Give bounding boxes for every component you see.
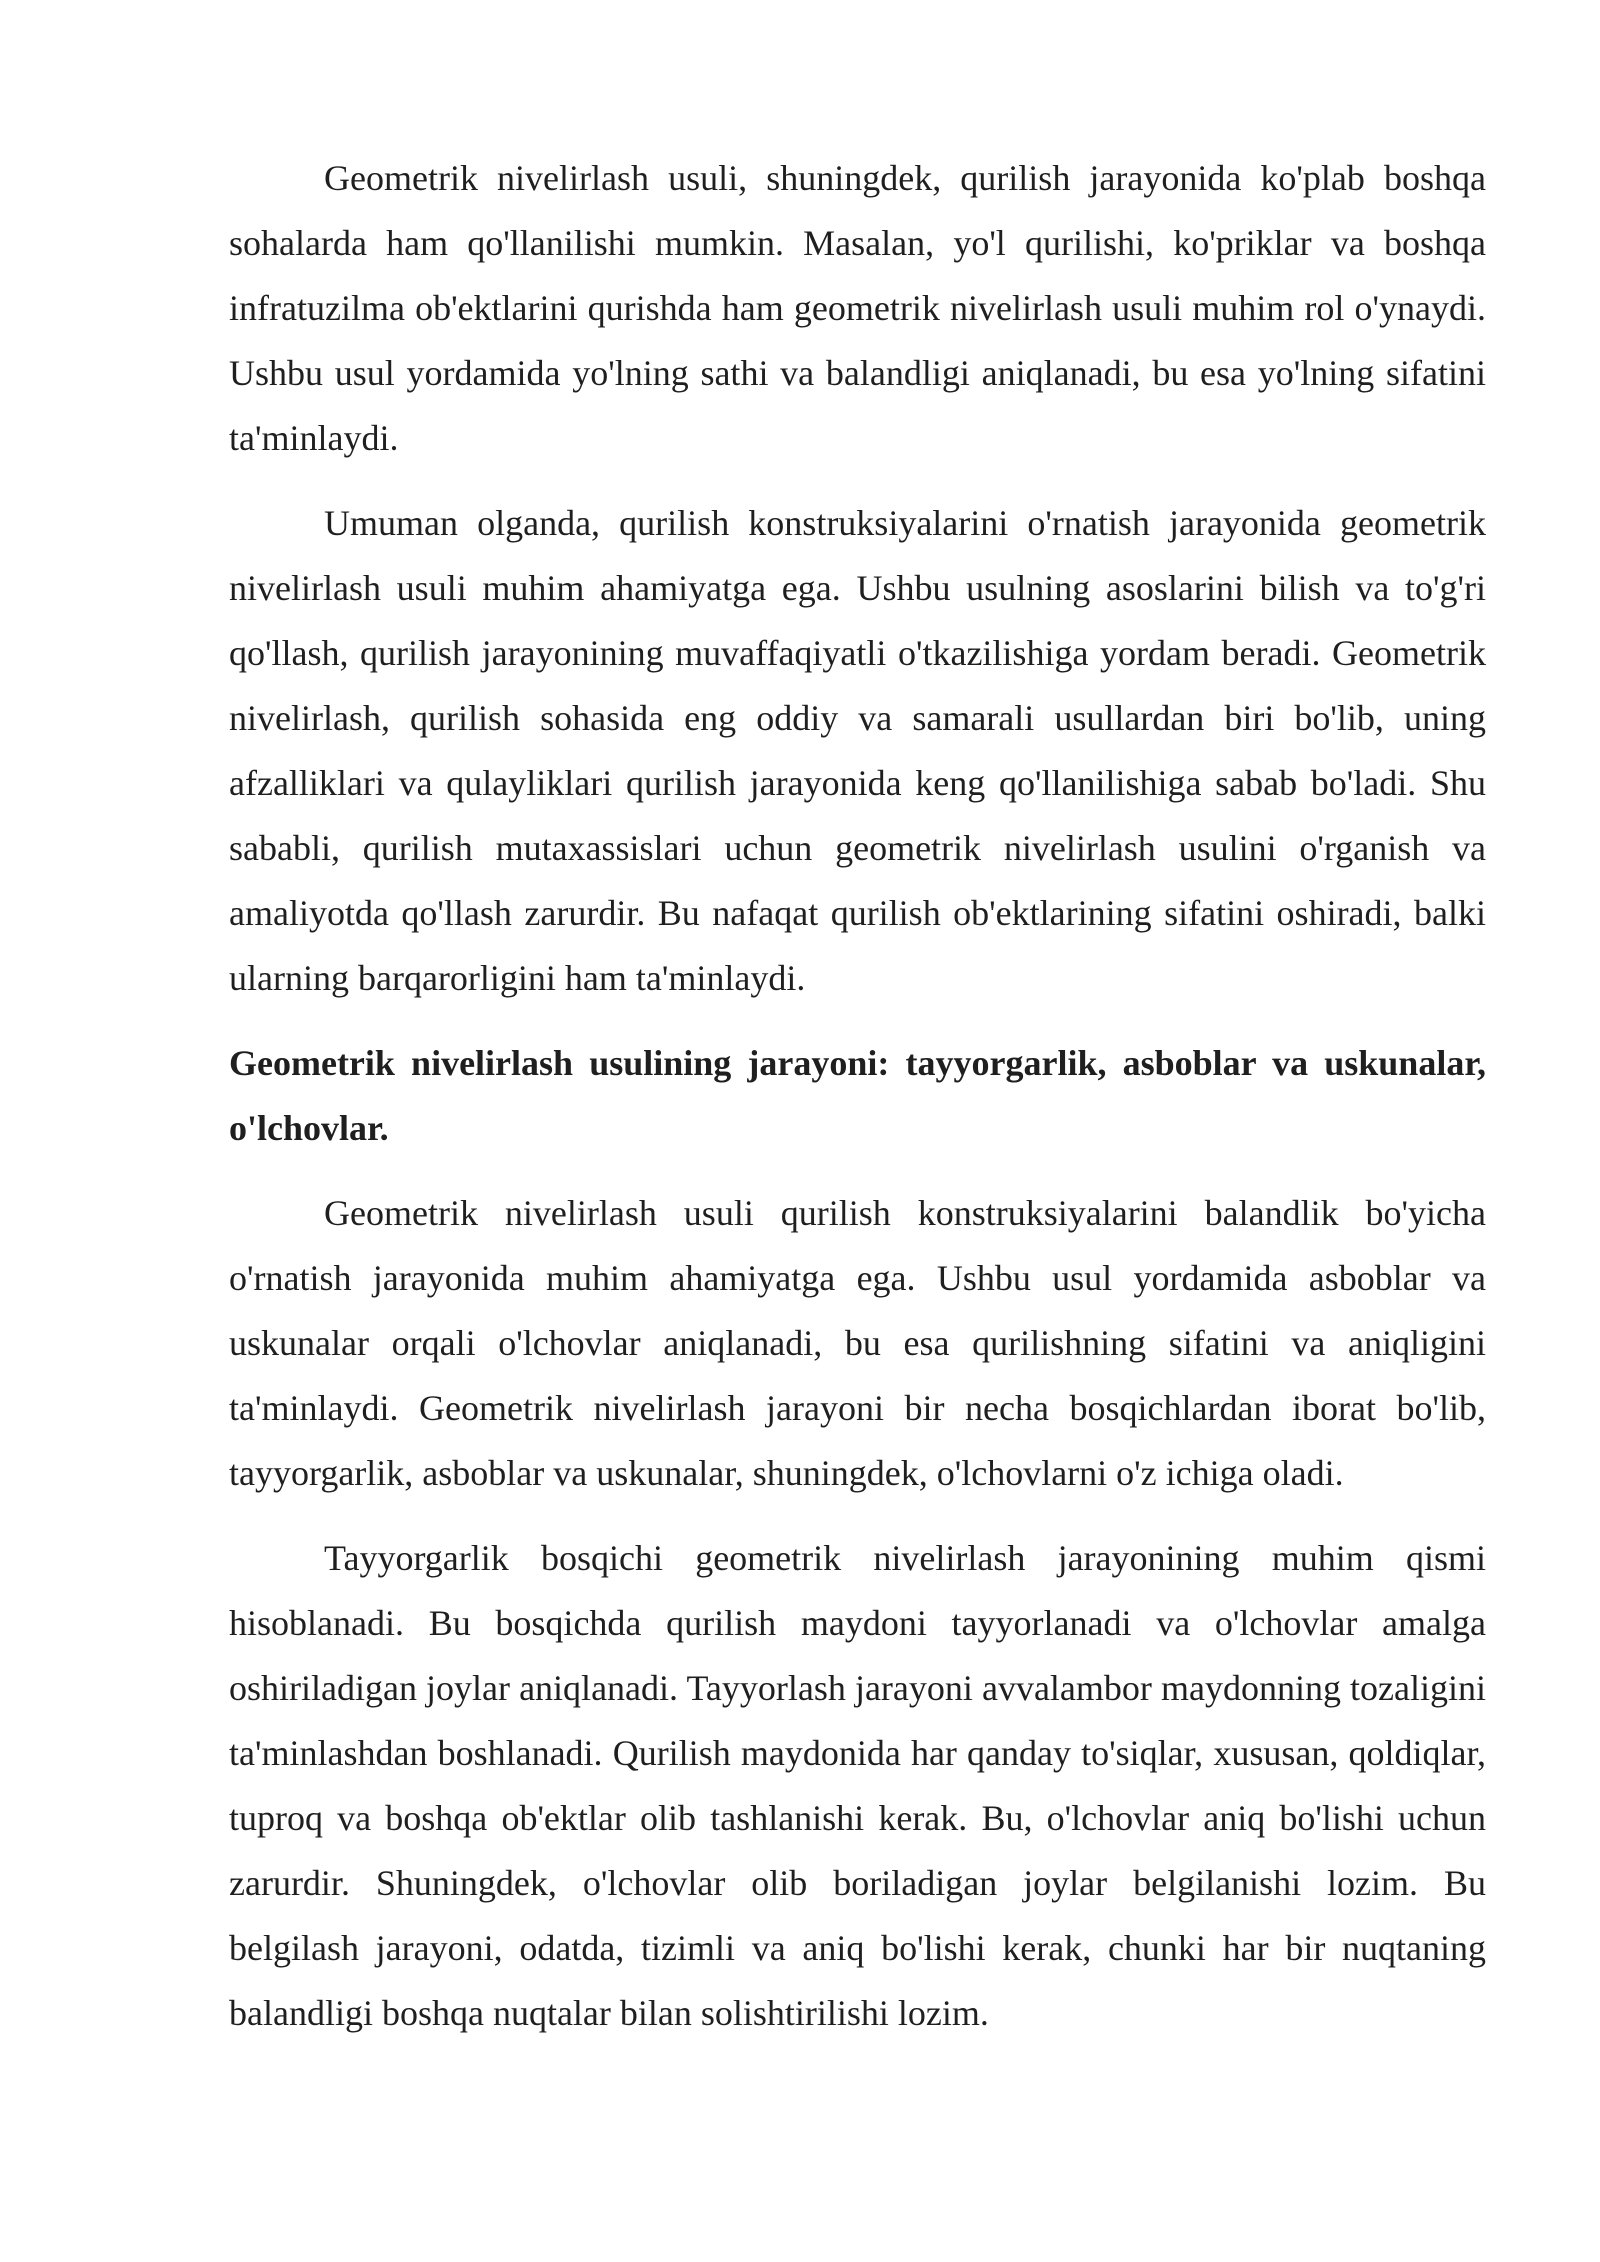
body-paragraph: Geometrik nivelirlash usuli, shuningdek, qurilish jarayonida ko'plab boshqa sohalarda ham qo'llanilishi mumkin. Masalan, yo'l qurilishi, ko'priklar va boshqa infratuzilma ob'ektlarini qurishda ham geometrik nivelirlash usuli muhim rol o'ynaydi. Ushbu usul yordamida yo'lning sathi va balandligi aniqlanadi, bu esa yo'lning sifatini ta'minlaydi. xyxy=(229,158,1486,458)
document-body xyxy=(229,146,1486,2066)
body-paragraph: Umuman olganda, qurilish konstruksiyalarini o'rnatish jarayonida geometrik nivelirlash usuli muhim ahamiyatga ega. Ushbu usulning asoslarini bilish va to'g'ri qo'llash, qurilish jarayonining muvaffaqiyatli o'tkazilishiga yordam beradi. Geometrik nivelirlash, qurilish sohasida eng oddiy va samarali usullardan biri bo'lib, uning afzalliklari va qulayliklari qurilish jarayonida keng qo'llanilishiga sabab bo'ladi. Shu sababli, qurilish mutaxassislari uchun geometrik nivelirlash usulini o'rganish va amaliyotda qo'llash zarurdir. Bu nafaqat qurilish ob'ektlarining sifatini oshiradi, balki ularning barqarorligini ham ta'minlaydi. xyxy=(229,503,1486,998)
section-heading: Geometrik nivelirlash usulining jarayoni: tayyorgarlik, asboblar va uskunalar, o'lchovlar. xyxy=(229,1043,1486,1148)
body-paragraph: Geometrik nivelirlash usuli qurilish konstruksiyalarini balandlik bo'yicha o'rnatish jarayonida muhim ahamiyatga ega. Ushbu usul yordamida asboblar va uskunalar orqali o'lchovlar aniqlanadi, bu esa qurilishning sifatini va aniqligini ta'minlaydi. Geometrik nivelirlash jarayoni bir necha bosqichlardan iborat bo'lib, tayyorgarlik, asboblar va uskunalar, shuningdek, o'lchovlarni o'z ichiga oladi. xyxy=(229,1193,1486,1493)
body-paragraph: Tayyorgarlik bosqichi geometrik nivelirlash jarayonining muhim qismi hisoblanadi. Bu bosqichda qurilish maydoni tayyorlanadi va o'lchovlar amalga oshiriladigan joylar aniqlanadi. Tayyorlash jarayoni avvalambor maydonning tozaligini ta'minlashdan boshlanadi. Qurilish maydonida har qanday to'siqlar, xususan, qoldiqlar, tuproq va boshqa ob'ektlar olib tashlanishi kerak. Bu, o'lchovlar aniq bo'lishi uchun zarurdir. Shuningdek, o'lchovlar olib boriladigan joylar belgilanishi lozim. Bu belgilash jarayoni, odatda, tizimli va aniq bo'lishi kerak, chunki har bir nuqtaning balandligi boshqa nuqtalar bilan solishtirilishi lozim. xyxy=(229,1538,1486,2033)
